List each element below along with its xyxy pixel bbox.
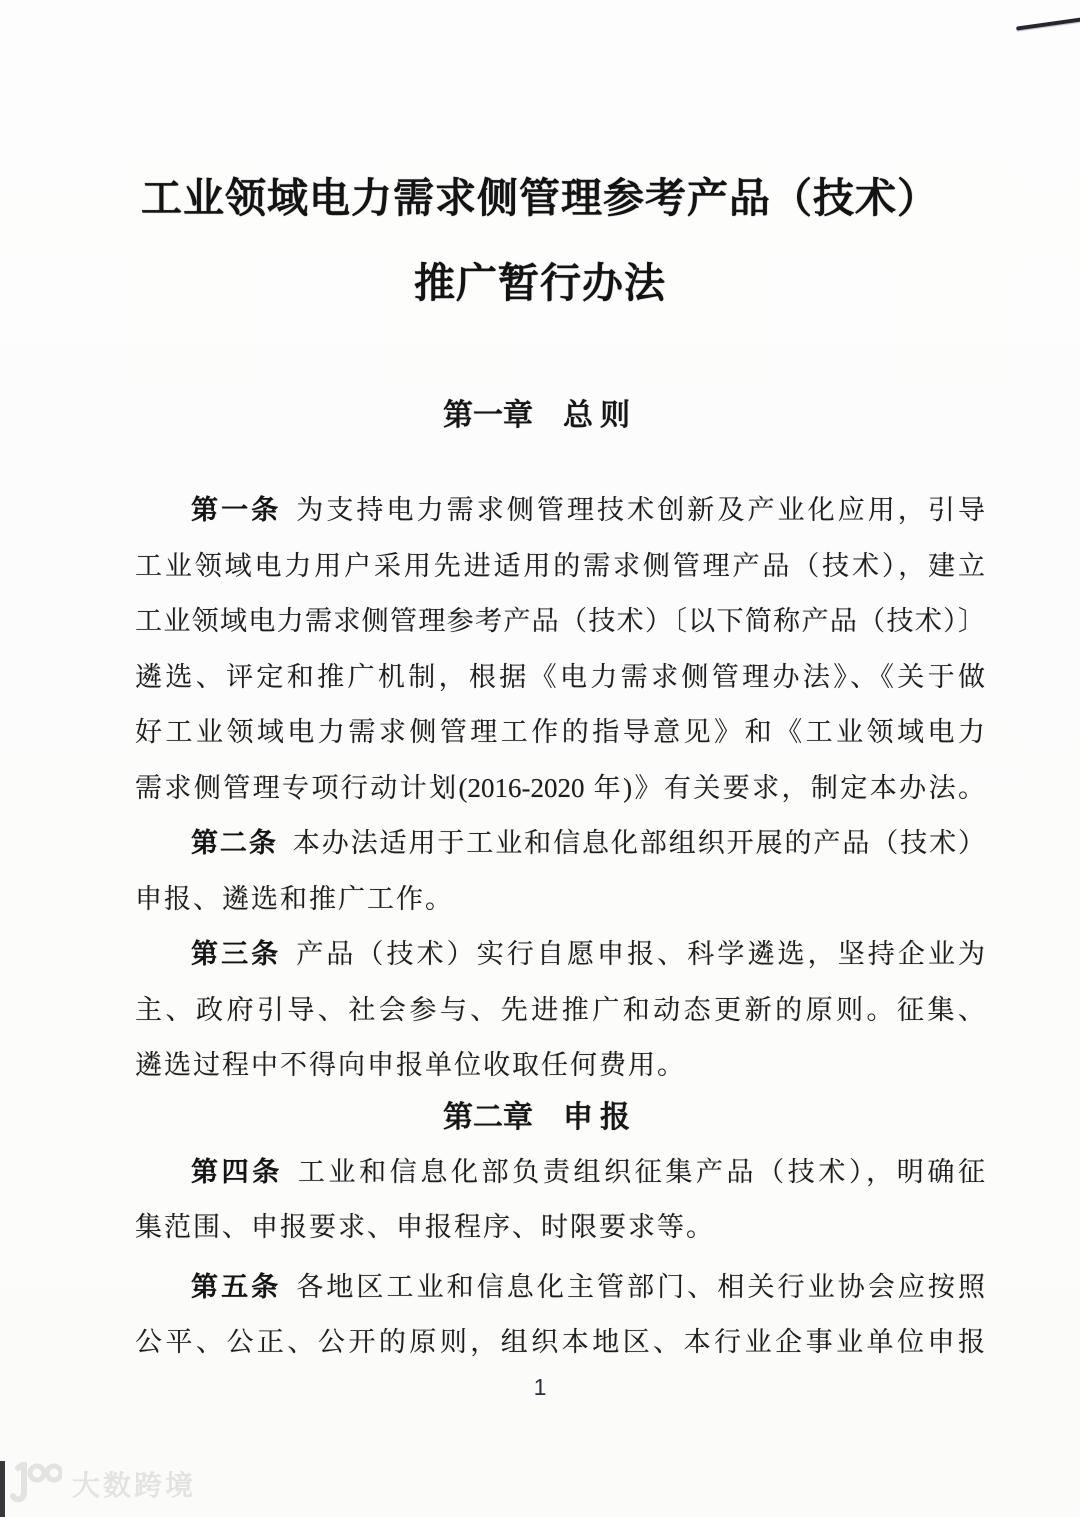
chapter-2-name: 申报 <box>563 1101 637 1134</box>
article-5-line-1-text: 各地区工业和信息化主管部门、相关行业协会应按照 <box>296 1272 986 1302</box>
article-5-label: 第五条 <box>191 1272 282 1302</box>
document-title-line-1: 工业领域电力需求侧管理参考产品（技术） <box>141 175 939 221</box>
article-4-line-2: 集范围、申报要求、申报程序、时限要求等。 <box>135 1212 715 1242</box>
article-3-line-1-text: 产品（技术）实行自愿申报、科学遴选，坚持企业为 <box>296 939 986 969</box>
article-5-line-1 <box>135 1260 985 1315</box>
article-2-line-2: 申报、遴选和推广工作。 <box>135 884 454 914</box>
article-1-line-5: 好工业领域电力需求侧管理工作的指导意见》和《工业领域电力 <box>135 717 985 747</box>
chapter-1-number: 第一章 <box>443 399 533 432</box>
brand-logo-icon <box>10 1462 62 1506</box>
chapter-1-name: 总则 <box>563 399 637 432</box>
article-1-line-3: 工业领域电力需求侧管理参考产品（技术）〔以下简称产品（技术）〕 <box>135 606 985 636</box>
watermark <box>10 1462 196 1506</box>
scan-artifact-edge-bar <box>0 1461 5 1517</box>
article-1-line-1-text: 为支持电力需求侧管理技术创新及产业化应用，引导 <box>296 495 986 525</box>
watermark-brand-text: 大数跨境 <box>72 1470 197 1501</box>
document-title-line-2: 推广暂行办法 <box>414 260 666 306</box>
article-3-line-2: 主、政府引导、社会参与、先进推广和动态更新的原则。征集、 <box>135 995 985 1025</box>
chapter-1-heading <box>0 393 1080 438</box>
article-1-line-1 <box>135 483 985 538</box>
article-2-line-1 <box>135 816 985 871</box>
chapter-2-number: 第二章 <box>443 1101 533 1134</box>
article-5-line-2: 公平、公正、公开的原则，组织本地区、本行业企事业单位申报 <box>135 1327 985 1357</box>
chapter-2-heading <box>0 1095 1080 1140</box>
article-2-line-1-text: 本办法适用于工业和信息化部组织开展的产品（技术） <box>292 828 986 858</box>
article-1-label: 第一条 <box>191 495 282 525</box>
article-1-line-2: 工业领域电力用户采用先进适用的需求侧管理产品（技术），建立 <box>135 551 985 581</box>
article-3-line-1 <box>135 927 985 982</box>
article-2-label: 第二条 <box>191 828 278 858</box>
article-3-label: 第三条 <box>191 939 282 969</box>
article-4-label: 第四条 <box>191 1157 283 1187</box>
article-4-line-1-text: 工业和信息化部负责组织征集产品（技术），明确征 <box>297 1157 986 1187</box>
article-1-line-4: 遴选、评定和推广机制，根据《电力需求侧管理办法》、《关于做 <box>135 662 985 692</box>
article-4-line-1 <box>135 1145 985 1200</box>
scan-artifact-corner-line <box>1016 17 1080 30</box>
article-1-line-6: 需求侧管理专项行动计划(2016-2020 年)》有关要求，制定本办法。 <box>135 773 985 803</box>
article-3-line-3: 遴选过程中不得向申报单位收取任何费用。 <box>135 1050 686 1080</box>
page-number: 1 <box>533 1374 547 1400</box>
